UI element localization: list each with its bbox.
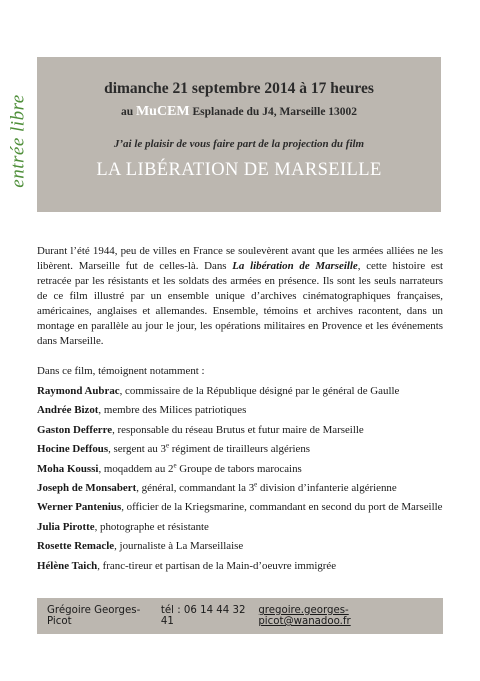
witness-role: , journaliste à La Marseillaise [114,540,244,553]
witness-role: , moqaddem au 2 [98,462,174,475]
venue-prefix: au [120,106,134,118]
witness-role-cont: régiment de tirailleurs algériens [169,443,310,456]
witness-item [37,424,457,443]
witnesses-heading: Dans ce film, témoignent notamment : [37,365,205,377]
witness-role-cont: Groupe de tabors marocains [176,462,302,475]
ordinal-superscript: e [165,441,170,450]
witness-role: , membre des Milices patriotiques [98,404,247,417]
witness-role: , franc-tireur et partisan de la Main-d’oeuvre immigrée [97,559,337,572]
ordinal-superscript: e [173,460,177,469]
venue-address: Esplanade du J4, Marseille 13002 [192,106,358,118]
witness-role: , sergent au 3 [108,443,166,456]
event-banner [37,57,441,212]
witness-name: Julia Pirotte [37,520,95,533]
witness-name: Joseph de Monsabert [37,481,137,494]
witness-name: Werner Pantenius [37,501,122,514]
witness-role: , responsable du réseau Brutus et futur maire de Marseille [112,423,364,436]
witness-item [37,501,457,520]
intro-text-1: Durant l’été 1944, peu de villes en France se soulevèrent avant que les armées alliées ne les libèrent. Marseille fut de celles-là. Dans [37,245,443,272]
witness-item [37,385,457,404]
witness-name: Gaston Defferre [37,423,113,436]
witness-item [37,443,457,462]
entree-libre-label [2,66,36,216]
witness-item [37,404,457,423]
ordinal-superscript: e [254,480,258,489]
witness-role: , général, commandant la 3 [136,481,255,494]
witness-role: , photographe et résistante [94,520,209,533]
witness-role: , officier de la Kriegsmarine, commandant en second du port de Marseille [121,501,443,514]
intro-film-name: La libération de Marseille [232,260,358,272]
entree-libre-text: entrée libre [8,94,29,188]
contact-footer [37,598,443,634]
witness-name: Hocine Deffous [37,443,109,456]
intro-text-2: , cette histoire est retracée par les résistants et les soldats des armées en présence. Ils sont les seuls narrateurs de ce film illustré par un ensemble unique d’archives cinématographiques françaises, américaines, anglaises et allemandes. Ensemble, témoins et archives racontent, dans un montage en parallèle au jour le jour, les opérations militaires en Provence et les événements dans Marseille. [37,260,443,347]
invitation-line: J’ai le plaisir de vous faire part de la projection du film [113,138,365,150]
witness-item [37,460,457,482]
intro-paragraph [37,244,443,349]
witness-list [37,385,457,579]
witness-name: Andrée Bizot [37,404,99,417]
witness-name: Raymond Aubrac [37,385,120,397]
film-title: LA LIBÉRATION DE MARSEILLE [96,160,382,180]
contact-name: Grégoire Georges-Picot [47,605,141,627]
witness-item [37,521,457,540]
event-venue [37,104,441,120]
witness-name: Moha Koussi [37,462,99,475]
witness-item [37,560,457,579]
witness-role-cont: division d’infanterie algérienne [257,481,397,494]
contact-phone[interactable]: tél : 06 14 44 32 41 [160,605,246,627]
contact-email-link[interactable]: gregoire.georges-picot@wanadoo.fr [258,605,351,627]
event-date: dimanche 21 septembre 2014 à 17 heures [104,80,374,97]
witness-name: Rosette Remacle [37,540,115,553]
venue-name: MuCEM [135,104,190,119]
witness-name: Hélène Taich [37,559,98,572]
witness-item [37,482,457,501]
witness-item [37,540,457,559]
witness-role: , commissaire de la République désigné par le général de Gaulle [119,385,400,397]
